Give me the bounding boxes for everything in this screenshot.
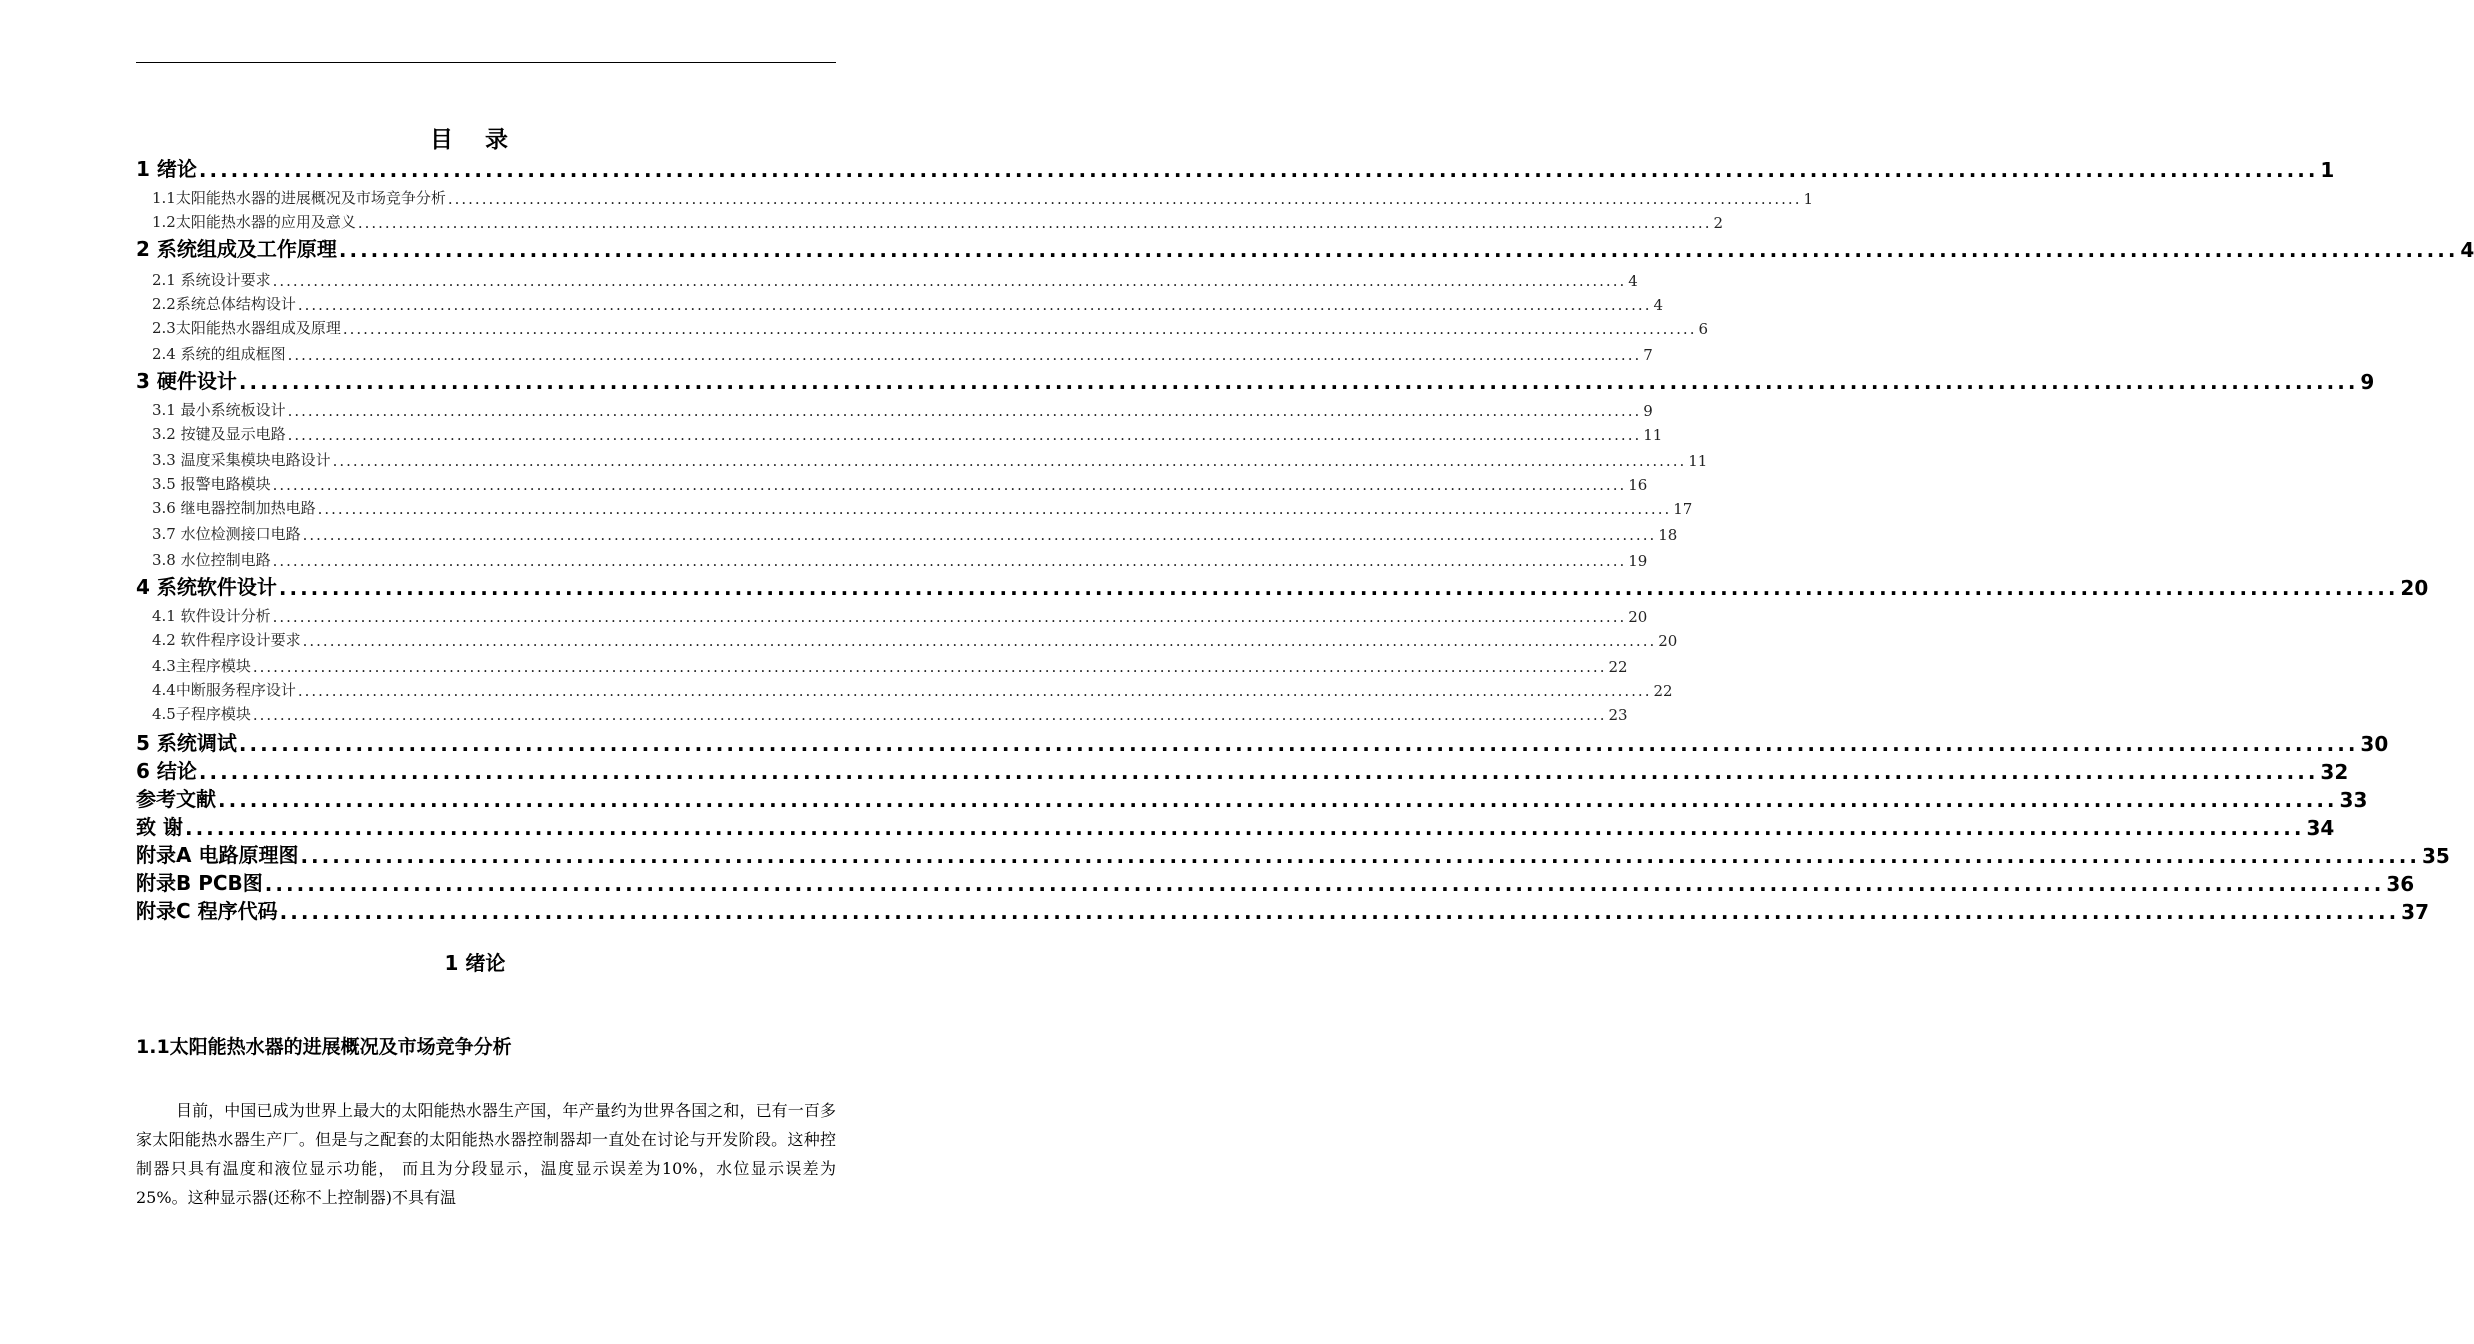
toc-entry-page: 37 [2401, 900, 2430, 924]
toc-entry-label: 3.8 水位控制电路 [152, 551, 271, 569]
toc-entry-page: 23 [1608, 706, 1628, 724]
toc-entry-page: 18 [1658, 526, 1678, 544]
toc-dot-leader: ........................................................................................................................................................................................................ [300, 844, 2420, 868]
toc-dot-leader: ........................................................................................................................................................................................................ [279, 900, 2400, 924]
toc-entry-label: 3.5 报警电路模块 [152, 475, 271, 493]
toc-dot-leader: ........................................................................................................................................................................................................ [317, 500, 1672, 518]
toc-entry-page: 4 [2460, 238, 2474, 262]
toc-entry [136, 572, 2429, 600]
toc-entry [136, 314, 1709, 338]
toc-entry [136, 784, 2368, 812]
toc-entry-label: 3.1 最小系统板设计 [152, 401, 286, 419]
toc-entry [136, 446, 1708, 470]
toc-entry-page: 9 [2360, 370, 2375, 394]
toc-entry-label: 4.4中断服务程序设计 [152, 681, 296, 699]
toc-entry-label: 2.2系统总体结构设计 [152, 295, 296, 313]
toc-entry [136, 340, 1653, 364]
body-paragraph: 目前，中国已成为世界上最大的太阳能热水器生产国，年产量约为世界各国之和，已有一百多家太阳能热水器生产厂。但是与之配套的太阳能热水器控制器却一直处在讨论与开发阶段。这种控制器只具有温度和液位显示功能， 而且为分段显示，温度显示误差为10%，水位显示误差为25%。这种显示器(还称不上控制器)不具有温 [136, 1101, 836, 1207]
toc-dot-leader: ........................................................................................................................................................................................................ [302, 526, 1657, 544]
toc-entry-page: 33 [2339, 788, 2368, 812]
toc-entry-label: 附录A 电路原理图 [136, 843, 299, 867]
toc-entry [136, 396, 1653, 420]
toc-dot-leader: ........................................................................................................................................................................................................ [238, 370, 2359, 394]
toc-title: 目 录 [429, 126, 520, 153]
toc-entry [136, 546, 1648, 570]
toc-entry [136, 700, 1628, 724]
toc-entry [136, 756, 2349, 784]
chapter-heading: 1 绪论 [444, 951, 506, 975]
toc-entry [136, 676, 1673, 700]
toc-entry [136, 652, 1628, 676]
toc-entry-label: 2.4 系统的组成框图 [152, 345, 286, 363]
toc-entry [136, 840, 2450, 868]
toc-entry [136, 266, 1638, 290]
toc-entry-label: 1 绪论 [136, 157, 197, 181]
toc-entry-label: 5 系统调试 [136, 731, 237, 755]
section-heading: 1.1太阳能热水器的进展概况及市场竞争分析 [136, 1036, 512, 1058]
toc-entry [136, 626, 1678, 650]
toc-entry [136, 470, 1648, 494]
toc-entry [136, 184, 1814, 208]
toc-entry-label: 3.6 继电器控制加热电路 [152, 499, 316, 517]
toc-dot-leader: ........................................................................................................................................................................................................ [198, 760, 2319, 784]
toc-entry-page: 11 [1688, 452, 1708, 470]
toc-entry [136, 420, 1663, 444]
toc-entry-label: 2.1 系统设计要求 [152, 271, 271, 289]
toc-entry-page: 22 [1653, 682, 1673, 700]
toc-dot-leader: ........................................................................................................................................................................................................ [272, 608, 1627, 626]
toc-entry [136, 520, 1678, 544]
toc-entry-label: 1.2太阳能热水器的应用及意义 [152, 213, 356, 231]
toc-entry-page: 11 [1643, 426, 1663, 444]
toc-entry-page: 9 [1643, 402, 1653, 420]
toc-entry-page: 20 [1658, 632, 1678, 650]
toc-dot-leader: ........................................................................................................................................................................................................ [184, 816, 2305, 840]
toc-entry-label: 4 系统软件设计 [136, 575, 277, 599]
toc-dot-leader: ........................................................................................................................................................................................................ [302, 632, 1657, 650]
toc-entry-label: 4.5子程序模块 [152, 705, 251, 723]
toc-entry-page: 30 [2360, 732, 2389, 756]
toc-entry-page: 1 [1803, 190, 1814, 208]
toc-dot-leader: ........................................................................................................................................................................................................ [332, 452, 1687, 470]
toc-entry-label: 4.2 软件程序设计要求 [152, 631, 301, 649]
toc-entry-label: 3 硬件设计 [136, 369, 237, 393]
toc-dot-leader: ........................................................................................................................................................................................................ [287, 402, 1642, 420]
toc-entry-page: 4 [1628, 272, 1638, 290]
toc-entry [136, 366, 2375, 394]
toc-dot-leader: ........................................................................................................................................................................................................ [252, 706, 1607, 724]
toc-entry-label: 4.3主程序模块 [152, 657, 251, 675]
toc-entry [136, 208, 1724, 232]
toc-entry-label: 3.2 按键及显示电路 [152, 425, 286, 443]
toc-entry [136, 812, 2335, 840]
toc-dot-leader: ........................................................................................................................................................................................................ [252, 658, 1607, 676]
toc-dot-leader: ........................................................................................................................................................................................................ [264, 872, 2385, 896]
toc-entry-label: 2 系统组成及工作原理 [136, 237, 337, 261]
toc-entry-page: 6 [1698, 320, 1709, 338]
toc-entry [136, 602, 1648, 626]
toc-entry-page: 36 [2386, 872, 2415, 896]
toc-entry-label: 2.3太阳能热水器组成及原理 [152, 319, 341, 337]
toc-dot-leader: ........................................................................................................................................................................................................ [272, 476, 1627, 494]
toc-dot-leader: ........................................................................................................................................................................................................ [338, 238, 2459, 262]
toc-entry [136, 234, 2474, 262]
toc-entry-page: 17 [1673, 500, 1693, 518]
toc-dot-leader: ........................................................................................................................................................................................................ [357, 214, 1712, 232]
toc-entry-page: 34 [2306, 816, 2335, 840]
toc-entry-label: 附录C 程序代码 [136, 899, 278, 923]
toc-dot-leader: ........................................................................................................................................................................................................ [218, 788, 2338, 812]
toc-entry-page: 32 [2320, 760, 2349, 784]
toc-entry-page: 20 [1628, 608, 1648, 626]
toc-entry-page: 4 [1653, 296, 1664, 314]
toc-dot-leader: ........................................................................................................................................................................................................ [287, 426, 1642, 444]
toc-entry-label: 致 谢 [136, 815, 183, 839]
toc-dot-leader: ........................................................................................................................................................................................................ [272, 552, 1627, 570]
toc-entry [136, 290, 1664, 314]
toc-entry-page: 20 [2400, 576, 2429, 600]
toc-entry [136, 868, 2415, 896]
toc-entry [136, 494, 1693, 518]
toc-entry-label: 4.1 软件设计分析 [152, 607, 271, 625]
toc-dot-leader: ........................................................................................................................................................................................................ [297, 296, 1652, 314]
toc-entry-page: 7 [1643, 346, 1653, 364]
toc-dot-leader: ........................................................................................................................................................................................................ [447, 190, 1802, 208]
toc-entry-page: 1 [2320, 158, 2335, 182]
toc-dot-leader: ........................................................................................................................................................................................................ [297, 682, 1652, 700]
toc-entry-page: 2 [1713, 214, 1724, 232]
toc-entry-label: 6 结论 [136, 759, 197, 783]
toc-dot-leader: ........................................................................................................................................................................................................ [238, 732, 2359, 756]
toc-entry-label: 1.1太阳能热水器的进展概况及市场竞争分析 [152, 189, 446, 207]
toc-dot-leader: ........................................................................................................................................................................................................ [278, 576, 2399, 600]
toc-entry [136, 896, 2430, 924]
toc-entry-page: 35 [2421, 844, 2450, 868]
toc-entry-page: 19 [1628, 552, 1648, 570]
toc-dot-leader: ........................................................................................................................................................................................................ [272, 272, 1627, 290]
toc-entry [136, 728, 2389, 756]
toc-entry-label: 附录B PCB图 [136, 871, 263, 895]
toc-entry-label: 参考文献 [136, 787, 216, 811]
header-rule [136, 62, 836, 63]
toc-entry-label: 3.7 水位检测接口电路 [152, 525, 301, 543]
toc-entry [136, 154, 2335, 182]
toc-dot-leader: ........................................................................................................................................................................................................ [198, 158, 2319, 182]
toc-dot-leader: ........................................................................................................................................................................................................ [342, 320, 1697, 338]
toc-entry-page: 22 [1608, 658, 1628, 676]
toc-entry-page: 16 [1628, 476, 1648, 494]
toc-dot-leader: ........................................................................................................................................................................................................ [287, 346, 1642, 364]
toc-entry-label: 3.3 温度采集模块电路设计 [152, 451, 331, 469]
